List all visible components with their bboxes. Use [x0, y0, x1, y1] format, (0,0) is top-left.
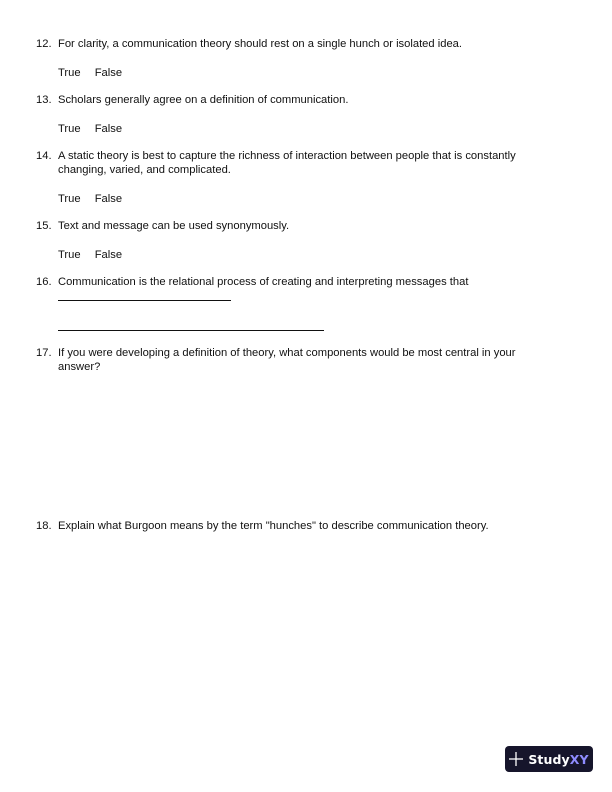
option-false[interactable]: False: [94, 123, 123, 135]
option-true[interactable]: True: [58, 123, 81, 135]
option-false[interactable]: False: [94, 67, 123, 79]
true-false-options-13: [58, 123, 133, 135]
question-number: 17.: [36, 347, 52, 359]
logo-brand-suffix: XY: [569, 751, 589, 767]
question-13: [36, 93, 556, 107]
question-12: [36, 37, 556, 51]
question-number: 18.: [36, 520, 52, 532]
question-number: 12.: [36, 38, 52, 50]
true-false-options-12: [58, 67, 133, 79]
question-number: 14.: [36, 150, 52, 162]
answer-blank-line-2[interactable]: [58, 330, 324, 331]
question-15: [36, 219, 556, 233]
question-number: 16.: [36, 276, 52, 288]
option-true[interactable]: True: [58, 249, 81, 261]
option-false[interactable]: False: [94, 249, 123, 261]
option-true[interactable]: True: [58, 67, 81, 79]
studyxy-logo: [505, 746, 593, 772]
question-text: If you were developing a definition of theory, what components would be most central in your answer?: [58, 347, 516, 373]
question-text: A static theory is best to capture the richness of interaction between people that is constantly changing, varied, and complicated.: [58, 150, 516, 176]
option-false[interactable]: False: [94, 193, 123, 205]
true-false-options-15: [58, 249, 133, 261]
question-text: Explain what Burgoon means by the term "hunches" to describe communication theory.: [58, 520, 489, 532]
question-16: [36, 275, 556, 289]
answer-blank-line-1[interactable]: [58, 300, 231, 301]
question-text: For clarity, a communication theory should rest on a single hunch or isolated idea.: [58, 38, 462, 50]
question-17: [36, 346, 556, 374]
true-false-options-14: [58, 193, 133, 205]
question-text: Communication is the relational process of creating and interpreting messages that: [58, 276, 469, 288]
logo-brand: Study: [528, 751, 570, 767]
plus-icon: [509, 752, 523, 766]
logo-wordmark: [528, 752, 588, 767]
question-18: [36, 519, 556, 533]
question-14: [36, 149, 556, 177]
question-number: 15.: [36, 220, 52, 232]
question-number: 13.: [36, 94, 52, 106]
option-true[interactable]: True: [58, 193, 81, 205]
question-text: Text and message can be used synonymously.: [58, 220, 290, 232]
question-text: Scholars generally agree on a definition of communication.: [58, 94, 349, 106]
